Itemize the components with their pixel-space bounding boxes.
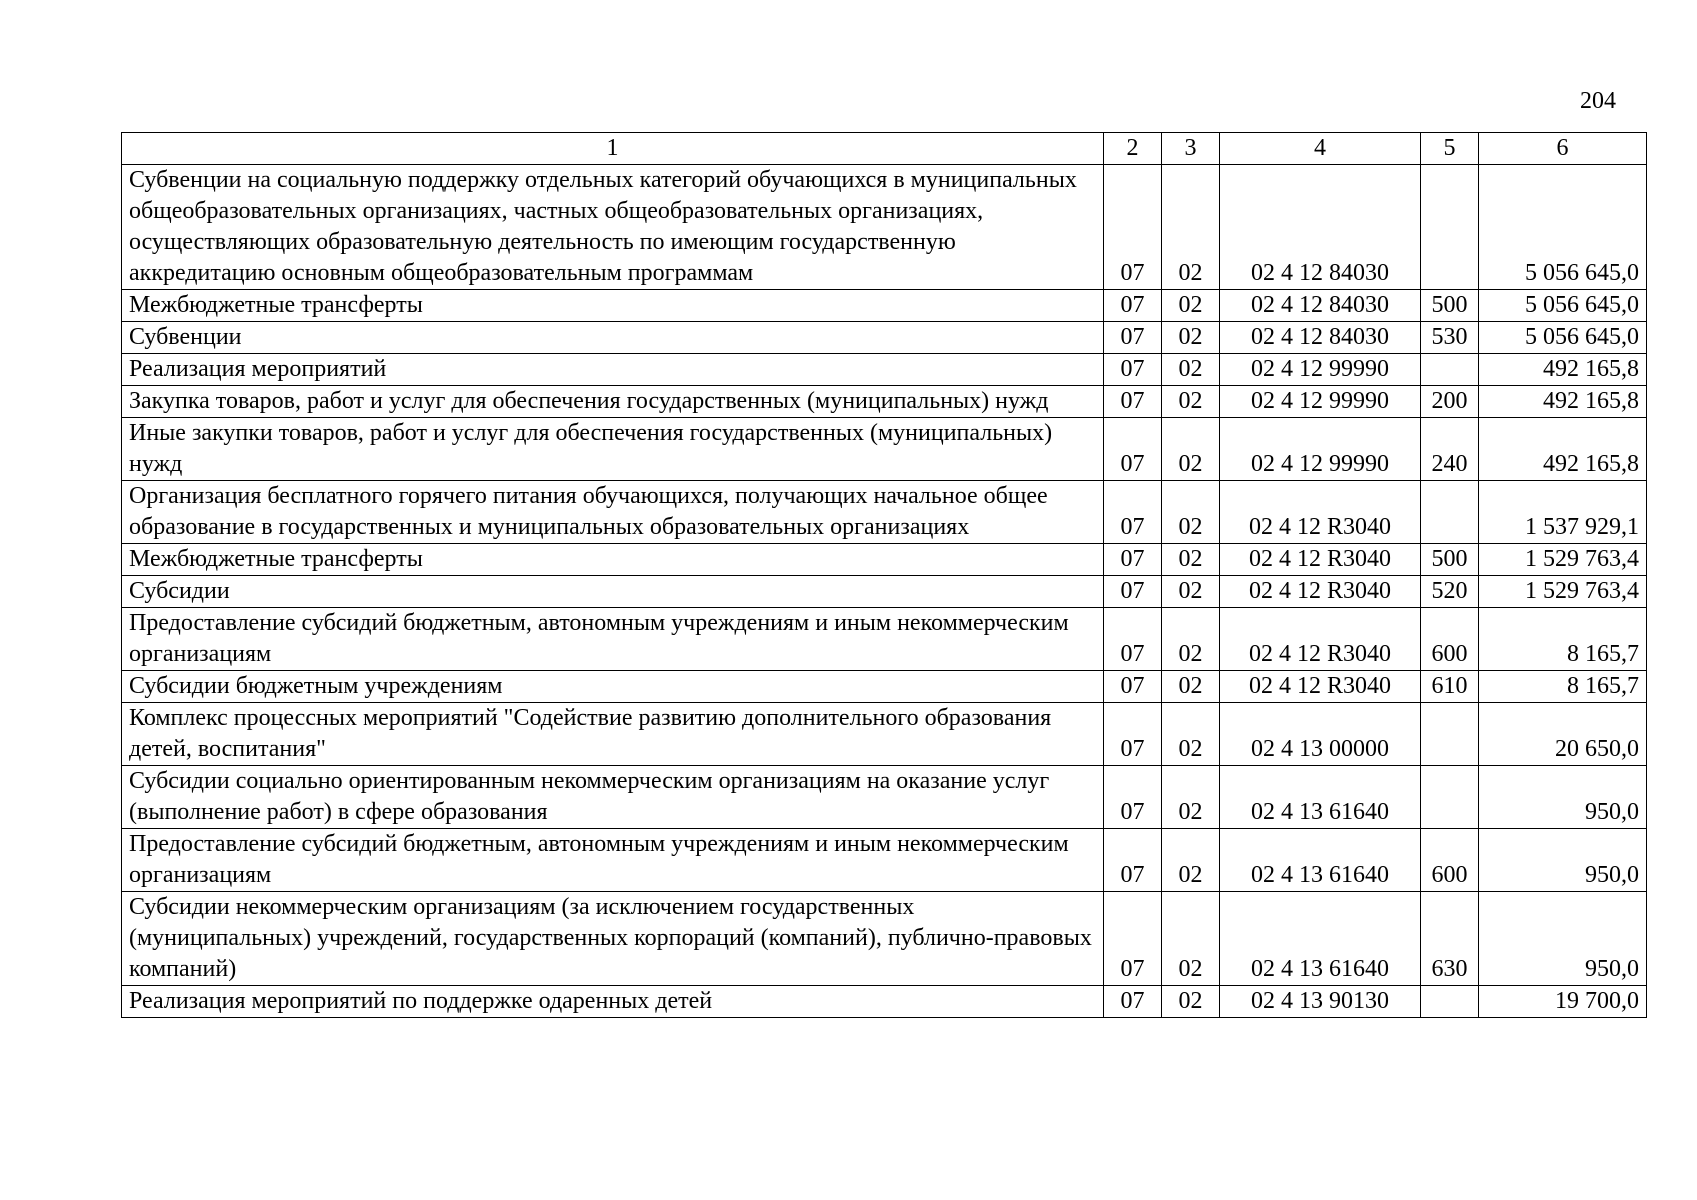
- row-amount-cell: 950,0: [1479, 766, 1647, 829]
- row-section-cell: 07: [1104, 829, 1162, 892]
- row-expense-type-cell: 600: [1421, 608, 1479, 671]
- row-subsection-cell: 02: [1162, 386, 1220, 418]
- row-subsection-cell: 02: [1162, 829, 1220, 892]
- row-section-cell: 07: [1104, 322, 1162, 354]
- table-row: [122, 986, 1647, 1018]
- table-row: [122, 703, 1647, 766]
- row-section-cell: 07: [1104, 671, 1162, 703]
- row-target-cell: 02 4 12 99990: [1220, 354, 1421, 386]
- row-target-cell: 02 4 13 61640: [1220, 892, 1421, 986]
- row-target-cell: 02 4 13 61640: [1220, 766, 1421, 829]
- row-name-cell: Субсидии некоммерческим организациям (за исключением государственных (муниципальных) учреждений, государственных корпораций (компаний), публично-правовых компаний): [122, 892, 1104, 986]
- row-amount-cell: 5 056 645,0: [1479, 290, 1647, 322]
- row-subsection-cell: 02: [1162, 165, 1220, 290]
- row-name-cell: Межбюджетные трансферты: [122, 290, 1104, 322]
- row-amount-cell: 950,0: [1479, 829, 1647, 892]
- row-name-cell: Субсидии социально ориентированным некоммерческим организациям на оказание услуг (выполнение работ) в сфере образования: [122, 766, 1104, 829]
- row-amount-cell: 1 529 763,4: [1479, 576, 1647, 608]
- row-expense-type-cell: 200: [1421, 386, 1479, 418]
- row-amount-cell: 19 700,0: [1479, 986, 1647, 1018]
- row-name-cell: Субсидии: [122, 576, 1104, 608]
- row-amount-cell: 8 165,7: [1479, 608, 1647, 671]
- row-expense-type-cell: 520: [1421, 576, 1479, 608]
- row-section-cell: 07: [1104, 986, 1162, 1018]
- row-expense-type-cell: 240: [1421, 418, 1479, 481]
- row-expense-type-cell: 500: [1421, 290, 1479, 322]
- row-name-cell: Межбюджетные трансферты: [122, 544, 1104, 576]
- row-subsection-cell: 02: [1162, 892, 1220, 986]
- row-section-cell: 07: [1104, 608, 1162, 671]
- table-row: [122, 829, 1647, 892]
- row-expense-type-cell: [1421, 354, 1479, 386]
- row-expense-type-cell: 630: [1421, 892, 1479, 986]
- row-target-cell: 02 4 12 R3040: [1220, 608, 1421, 671]
- row-subsection-cell: 02: [1162, 544, 1220, 576]
- row-amount-cell: 492 165,8: [1479, 386, 1647, 418]
- row-section-cell: 07: [1104, 766, 1162, 829]
- row-expense-type-cell: [1421, 986, 1479, 1018]
- row-target-cell: 02 4 12 R3040: [1220, 481, 1421, 544]
- row-name-cell: Иные закупки товаров, работ и услуг для обеспечения государственных (муниципальных) нужд: [122, 418, 1104, 481]
- row-name-cell: Субвенции на социальную поддержку отдельных категорий обучающихся в муниципальных общеобразовательных организациях, частных общеобразовательных организациях, осуществляющих образовательную деятельность по имеющим государственную аккредитацию основным общеобразовательным программам: [122, 165, 1104, 290]
- row-section-cell: 07: [1104, 165, 1162, 290]
- row-amount-cell: 8 165,7: [1479, 671, 1647, 703]
- row-section-cell: 07: [1104, 290, 1162, 322]
- row-target-cell: 02 4 12 84030: [1220, 322, 1421, 354]
- row-amount-cell: 1 537 929,1: [1479, 481, 1647, 544]
- row-amount-cell: 20 650,0: [1479, 703, 1647, 766]
- row-expense-type-cell: [1421, 766, 1479, 829]
- row-name-cell: Закупка товаров, работ и услуг для обеспечения государственных (муниципальных) нужд: [122, 386, 1104, 418]
- row-name-cell: Реализация мероприятий: [122, 354, 1104, 386]
- column-header: 1: [122, 133, 1104, 165]
- row-section-cell: 07: [1104, 418, 1162, 481]
- row-subsection-cell: 02: [1162, 608, 1220, 671]
- row-subsection-cell: 02: [1162, 986, 1220, 1018]
- row-amount-cell: 492 165,8: [1479, 418, 1647, 481]
- row-expense-type-cell: 610: [1421, 671, 1479, 703]
- row-amount-cell: 5 056 645,0: [1479, 165, 1647, 290]
- row-subsection-cell: 02: [1162, 766, 1220, 829]
- row-section-cell: 07: [1104, 386, 1162, 418]
- page-number: 204: [1580, 88, 1616, 114]
- row-name-cell: Предоставление субсидий бюджетным, автономным учреждениям и иным некоммерческим организациям: [122, 608, 1104, 671]
- column-header: 6: [1479, 133, 1647, 165]
- row-section-cell: 07: [1104, 544, 1162, 576]
- table-row: [122, 386, 1647, 418]
- row-expense-type-cell: [1421, 703, 1479, 766]
- row-amount-cell: 492 165,8: [1479, 354, 1647, 386]
- table-row: [122, 290, 1647, 322]
- table-row: [122, 418, 1647, 481]
- table-row: [122, 671, 1647, 703]
- table-row: [122, 481, 1647, 544]
- table-row: [122, 576, 1647, 608]
- header-row: [122, 133, 1647, 165]
- row-expense-type-cell: 500: [1421, 544, 1479, 576]
- row-subsection-cell: 02: [1162, 481, 1220, 544]
- row-target-cell: 02 4 12 99990: [1220, 418, 1421, 481]
- row-section-cell: 07: [1104, 703, 1162, 766]
- row-subsection-cell: 02: [1162, 418, 1220, 481]
- row-name-cell: Субвенции: [122, 322, 1104, 354]
- row-section-cell: 07: [1104, 892, 1162, 986]
- row-subsection-cell: 02: [1162, 322, 1220, 354]
- table-row: [122, 892, 1647, 986]
- row-subsection-cell: 02: [1162, 703, 1220, 766]
- row-expense-type-cell: [1421, 165, 1479, 290]
- row-target-cell: 02 4 12 84030: [1220, 165, 1421, 290]
- row-expense-type-cell: [1421, 481, 1479, 544]
- row-name-cell: Реализация мероприятий по поддержке одаренных детей: [122, 986, 1104, 1018]
- column-header: 2: [1104, 133, 1162, 165]
- row-expense-type-cell: 600: [1421, 829, 1479, 892]
- row-name-cell: Субсидии бюджетным учреждениям: [122, 671, 1104, 703]
- row-amount-cell: 950,0: [1479, 892, 1647, 986]
- column-header: 3: [1162, 133, 1220, 165]
- row-subsection-cell: 02: [1162, 354, 1220, 386]
- table-row: [122, 544, 1647, 576]
- row-target-cell: 02 4 12 R3040: [1220, 544, 1421, 576]
- row-target-cell: 02 4 13 90130: [1220, 986, 1421, 1018]
- row-target-cell: 02 4 12 84030: [1220, 290, 1421, 322]
- table-body: [122, 165, 1647, 1018]
- row-section-cell: 07: [1104, 354, 1162, 386]
- row-subsection-cell: 02: [1162, 576, 1220, 608]
- column-header: 5: [1421, 133, 1479, 165]
- budget-table: [121, 132, 1647, 1018]
- row-target-cell: 02 4 12 R3040: [1220, 671, 1421, 703]
- row-subsection-cell: 02: [1162, 671, 1220, 703]
- table-row: [122, 766, 1647, 829]
- table-row: [122, 608, 1647, 671]
- table-row: [122, 165, 1647, 290]
- row-amount-cell: 5 056 645,0: [1479, 322, 1647, 354]
- table-row: [122, 354, 1647, 386]
- row-amount-cell: 1 529 763,4: [1479, 544, 1647, 576]
- column-header: 4: [1220, 133, 1421, 165]
- row-section-cell: 07: [1104, 481, 1162, 544]
- row-target-cell: 02 4 13 00000: [1220, 703, 1421, 766]
- row-target-cell: 02 4 12 99990: [1220, 386, 1421, 418]
- row-name-cell: Комплекс процессных мероприятий "Содействие развитию дополнительного образования детей, воспитания": [122, 703, 1104, 766]
- row-section-cell: 07: [1104, 576, 1162, 608]
- row-target-cell: 02 4 13 61640: [1220, 829, 1421, 892]
- row-name-cell: Организация бесплатного горячего питания обучающихся, получающих начальное общее образование в государственных и муниципальных образовательных организациях: [122, 481, 1104, 544]
- row-target-cell: 02 4 12 R3040: [1220, 576, 1421, 608]
- row-expense-type-cell: 530: [1421, 322, 1479, 354]
- table-row: [122, 322, 1647, 354]
- row-name-cell: Предоставление субсидий бюджетным, автономным учреждениям и иным некоммерческим организациям: [122, 829, 1104, 892]
- row-subsection-cell: 02: [1162, 290, 1220, 322]
